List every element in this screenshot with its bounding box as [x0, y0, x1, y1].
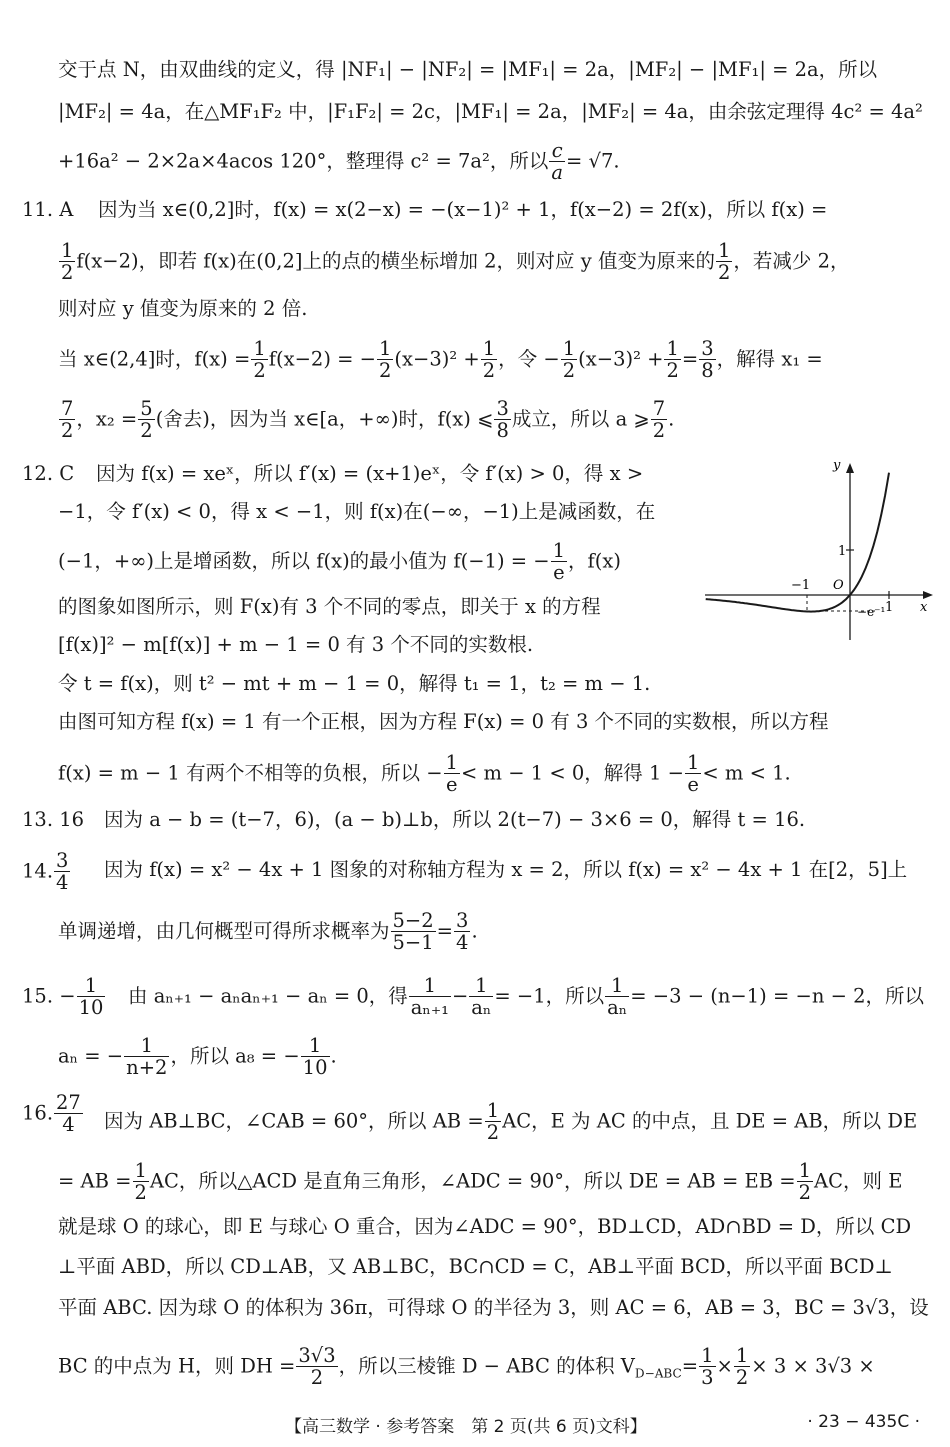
sol10-line1: 交于点 N，由双曲线的定义，得 |NF₁| − |NF₂| = |MF₁| = 2a，|MF₂| − |MF₁| = 2a，所以	[58, 58, 878, 81]
sol14-line2: 单调递增，由几何概型可得所求概率为 $\frac{5-2}{5-1}$ = $\frac{3}{4}$ .	[58, 909, 478, 955]
sol15-line1: 由 aₙ₊₁ − aₙaₙ₊₁ − aₙ = 0，得 $\frac{1}{\text{aₙ₊₁}}$ − $\frac{1}{\text{aₙ}}$ = −1，所以 $\frac{1}{\text{aₙ}}$ = −3 − (n−1) = −n − 2，所以	[128, 974, 925, 1020]
sol12-line3: (−1，+∞)上是增函数，所以 f(x)的最小值为 f(−1) = − $\frac{1}{e}$ ，f(x)	[58, 539, 621, 585]
sol16-line6: BC 的中点为 H，则 DH = $\frac{3√3}{2}$ ，所以三棱锥 D − ABC 的体积 $V_{D-ABC}=$ $\frac{1}{3}$ × $\frac{1}{2}$ × 3 × 3√3 ×	[58, 1344, 875, 1390]
graph-min-label: −e⁻¹	[857, 605, 886, 619]
footer-code: · 23 − 435C ·	[807, 1412, 920, 1432]
sol11-line4: 当 x∈(2,4]时，f(x) = $\frac{1}{2}$ f(x−2) = − $\frac{1}{2}$ (x−3)² + $\frac{1}{2}$ ，令 − $\frac{1}{2}$ (x−3)² + $\frac{1}{2}$ = $\frac{3}{8}$ ，解得 x₁ =	[58, 337, 823, 383]
sol11-line1: 因为当 x∈(0,2]时，f(x) = x(2−x) = −(x−1)² + 1，f(x−2) = 2f(x)，所以 f(x) =	[98, 198, 828, 221]
sol12-line2: −1，令 f′(x) < 0，得 x < −1，则 f(x)在(−∞，−1)上是减函数，在	[58, 500, 656, 523]
sol14-line1: 因为 f(x) = x² − 4x + 1 图象的对称轴方程为 x = 2，所以 f(x) = x² − 4x + 1 在[2，5]上	[104, 858, 908, 881]
sol16-line3: 就是球 O 的球心，即 E 与球心 O 重合，因为∠ADC = 90°，BD⊥CD，AD∩BD = D，所以 CD	[58, 1215, 912, 1238]
sol11-line3: 则对应 y 值变为原来的 2 倍.	[58, 297, 308, 320]
sol12-line4: 的图象如图所示，则 F(x)有 3 个不同的零点，即关于 x 的方程	[58, 595, 601, 618]
graph-x-label: x	[920, 600, 928, 615]
sol11-line5: $\frac{7}{2}$ ，x₂ = $\frac{5}{2}$ (舍去)，因为当 x∈[a，+∞)时，f(x) ⩽ $\frac{3}{8}$ 成立，所以 a ⩾ $\frac{7}{2}$ .	[61, 397, 675, 443]
sol12-line1: 因为 f(x) = xeˣ，所以 f′(x) = (x+1)eˣ，令 f′(x) > 0，得 x >	[96, 462, 644, 485]
graph-y-label: y	[833, 458, 841, 473]
graph-origin-label: O	[833, 578, 844, 593]
graph-one-label: 1	[838, 544, 847, 559]
fx-graph	[705, 455, 935, 645]
sol13-line1: 因为 a − b = (t−7，6)，(a − b)⊥b，所以 2(t−7) − 3×6 = 0，解得 t = 16.	[104, 808, 806, 831]
sol10-line2: |MF₂| = 4a，在△MF₁F₂ 中，|F₁F₂| = 2c，|MF₁| = 2a，|MF₂| = 4a，由余弦定理得 4c² = 4a²	[58, 100, 923, 123]
graph-neg1-label: −1	[791, 578, 811, 593]
sol11-line2: $\frac{1}{2}$ f(x−2)，即若 f(x)在(0,2]上的点的横坐标增加 2，则对应 y 值变为原来的 $\frac{1}{2}$ ，若减少 2，	[61, 239, 850, 285]
q14-number: 14. $\frac{3}{4}$	[22, 849, 69, 895]
sol10-line3: +16a² − 2×2a×4acos 120°，整理得 c² = 7a²，所以 $\frac{c}{a}$ = √7.	[58, 139, 620, 185]
graph-x1-label: 1	[885, 600, 894, 615]
x-axis-arrow	[923, 591, 933, 599]
sol12-line7: 由图可知方程 f(x) = 1 有一个正根，因为方程 F(x) = 0 有 3 个不同的实数根，所以方程	[58, 710, 829, 733]
sol16-line5: 平面 ABC. 因为球 O 的体积为 36π，可得球 O 的半径为 3，则 AC = 6，AB = 3，BC = 3√3，设	[58, 1296, 929, 1319]
y-axis-arrow	[846, 463, 854, 473]
sol12-line6: 令 t = f(x)，则 t² − mt + m − 1 = 0，解得 t₁ = 1，t₂ = m − 1.	[58, 672, 651, 695]
sol16-line2: = AB = $\frac{1}{2}$ AC，所以△ACD 是直角三角形，∠ADC = 90°，所以 DE = AB = EB = $\frac{1}{2}$ AC，则 E	[58, 1159, 903, 1205]
sol12-line5: [f(x)]² − m[f(x)] + m − 1 = 0 有 3 个不同的实数根.	[58, 633, 534, 656]
sol15-line2: aₙ = − $\frac{1}{n+2}$ ，所以 a₈ = − $\frac{1}{10}$ .	[58, 1034, 337, 1080]
footer-title: 【高三数学 · 参考答案 第 2 页(共 6 页)文科】	[285, 1417, 647, 1437]
sol16-line1: 因为 AB⊥BC，∠CAB = 60°，所以 AB = $\frac{1}{2}$ AC，E 为 AC 的中点，且 DE = AB，所以 DE	[104, 1099, 918, 1145]
sol12-line8: f(x) = m − 1 有两个不相等的负根，所以 − $\frac{1}{e}$ < m − 1 < 0，解得 1 − $\frac{1}{e}$ < m < 1.	[58, 751, 791, 797]
q15-number: 15. − $\frac{1}{10}$	[22, 974, 104, 1020]
q11-number: 11. A	[22, 198, 74, 221]
q13-number: 13. 16	[22, 808, 85, 831]
sol16-line4: ⊥平面 ABD，所以 CD⊥AB，又 AB⊥BC，BC∩CD = C，AB⊥平面 BCD，所以平面 BCD⊥	[58, 1255, 893, 1278]
q12-number: 12. C	[22, 462, 75, 485]
q16-number: 16. $\frac{27}{4}$	[22, 1091, 81, 1137]
